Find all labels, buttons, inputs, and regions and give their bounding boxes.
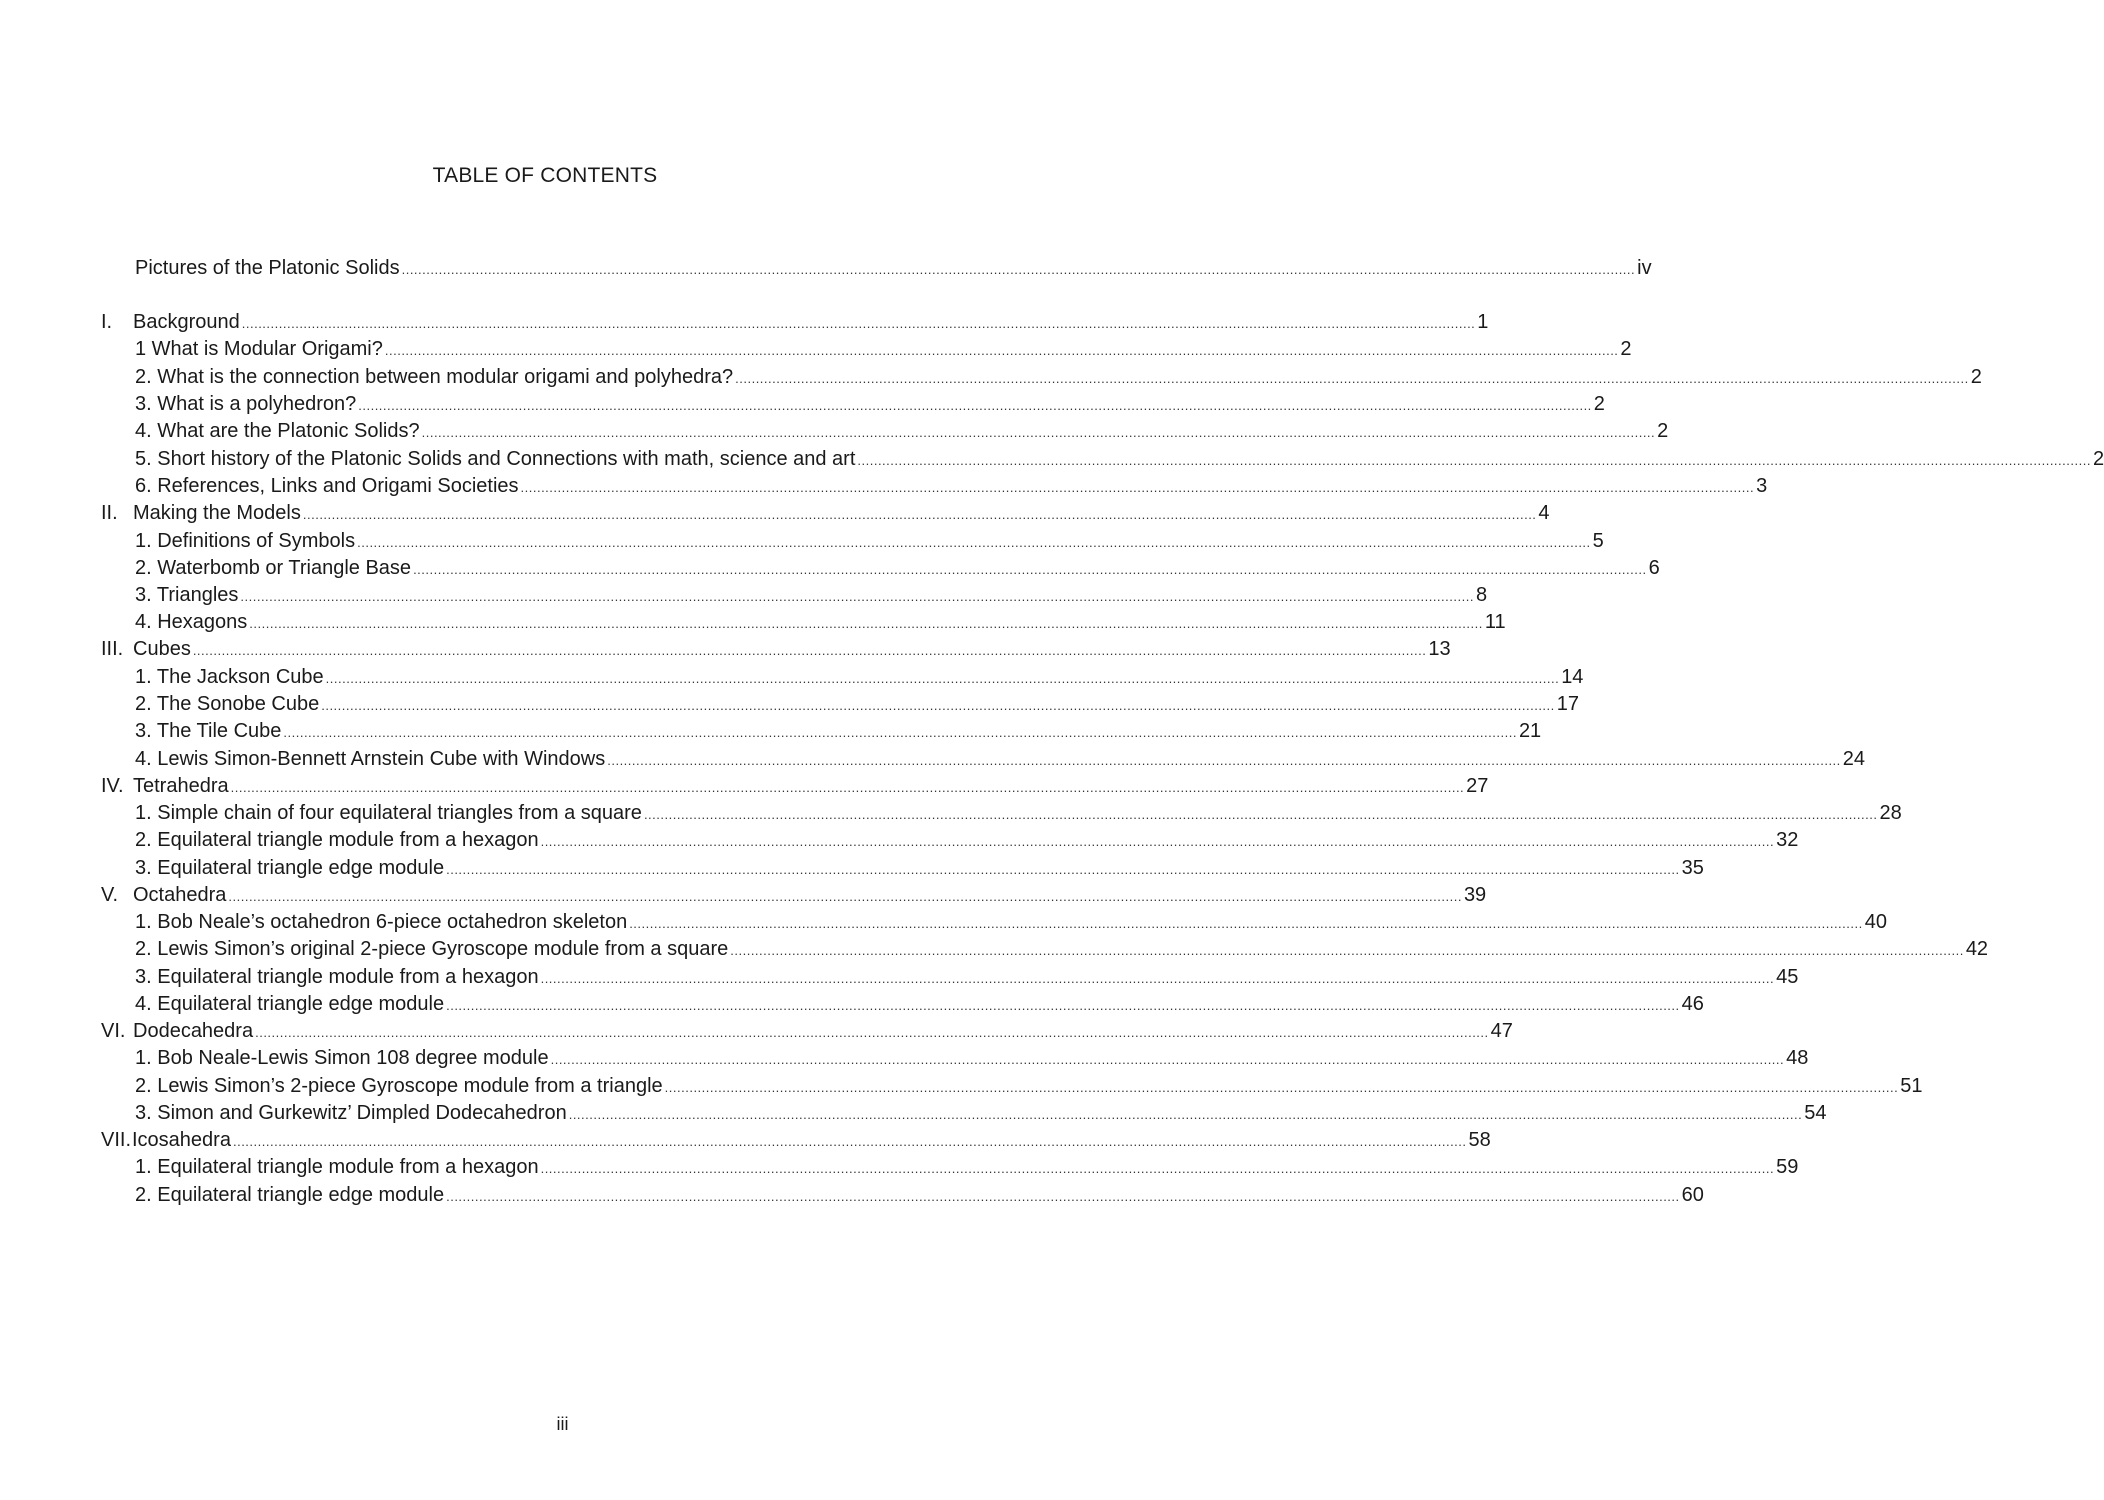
entry-page-number: 2 — [2092, 448, 2104, 470]
entry-title: 1. The Jackson Cube — [135, 666, 324, 688]
entry-page-number: 32 — [1776, 829, 1799, 851]
toc-entry-row — [0, 664, 1584, 691]
entry-page-number: 58 — [1468, 1129, 1491, 1151]
toc-entry-row — [0, 473, 1768, 500]
entry-title: Background — [133, 311, 240, 333]
dot-leader: ............................................................................................................................................................................................................................................................................................................ — [228, 889, 1462, 904]
toc-line — [135, 746, 1866, 774]
entry-title: 2. Equilateral triangle module from a hexagon — [135, 829, 539, 851]
entry-page-number: 4 — [1538, 502, 1550, 524]
toc-entry-row — [0, 964, 1799, 991]
dot-leader: ............................................................................................................................................................................................................................................................................................................ — [357, 535, 1591, 550]
toc-line — [135, 664, 1584, 692]
toc-entry-row — [0, 391, 1605, 418]
toc-line — [135, 991, 1704, 1019]
entry-title: 2. Lewis Simon’s 2-piece Gyroscope module from a triangle — [135, 1075, 663, 1097]
dot-leader: ............................................................................................................................................................................................................................................................................................................ — [240, 589, 1474, 604]
toc-section-row — [0, 1127, 1491, 1154]
dot-leader: ............................................................................................................................................................................................................................................................................................................ — [325, 671, 1560, 686]
toc-entry-row — [0, 1045, 1809, 1072]
toc-entry-row — [0, 555, 1660, 582]
toc-line — [135, 718, 1542, 746]
dot-leader: ............................................................................................................................................................................................................................................................................................................ — [421, 425, 1656, 440]
toc-section-row — [0, 500, 1550, 527]
dot-leader: ............................................................................................................................................................................................................................................................................................................ — [857, 453, 2091, 468]
dot-leader: ............................................................................................................................................................................................................................................................................................................ — [607, 753, 1841, 768]
toc-entry-row — [0, 936, 1989, 963]
dot-leader: ............................................................................................................................................................................................................................................................................................................ — [735, 371, 1969, 386]
section-numeral: II. — [101, 502, 118, 524]
toc-entry-row — [0, 364, 1982, 391]
toc-section-row — [0, 882, 1487, 909]
section-numeral: V. — [101, 884, 119, 906]
entry-title: 3. The Tile Cube — [135, 720, 282, 742]
entry-title: Pictures of the Platonic Solids — [135, 257, 400, 279]
entry-title: 4. Hexagons — [135, 611, 248, 633]
entry-page-number: 47 — [1490, 1020, 1513, 1042]
toc-line — [135, 1182, 1704, 1210]
dot-leader: ............................................................................................................................................................................................................................................................................................................ — [446, 862, 1680, 877]
dot-leader: ............................................................................................................................................................................................................................................................................................................ — [321, 698, 1555, 713]
entry-title: 1. Equilateral triangle module from a hexagon — [135, 1156, 539, 1178]
toc-line — [135, 691, 1580, 719]
toc-section-row — [0, 1018, 1513, 1045]
entry-title: 3. Equilateral triangle module from a hexagon — [135, 966, 539, 988]
dot-leader: ............................................................................................................................................................................................................................................................................................................ — [249, 616, 1483, 631]
toc-section-row — [0, 636, 1451, 663]
toc-line — [135, 964, 1799, 992]
page-number: iii — [556, 1414, 569, 1434]
entry-title: Making the Models — [133, 502, 301, 524]
toc-line — [135, 936, 1989, 964]
entry-page-number: 54 — [1804, 1102, 1827, 1124]
entry-page-number: 40 — [1864, 911, 1887, 933]
toc-entry-row — [0, 255, 1652, 282]
dot-leader: ............................................................................................................................................................................................................................................................................................................ — [446, 1189, 1680, 1204]
entry-page-number: 17 — [1556, 693, 1580, 715]
dot-leader: ............................................................................................................................................................................................................................................................................................................ — [568, 1107, 1803, 1122]
dot-leader: ............................................................................................................................................................................................................................................................................................................ — [730, 943, 1964, 958]
section-numeral: I. — [101, 311, 113, 333]
entry-page-number: 11 — [1484, 611, 1506, 633]
toc-line — [133, 309, 1489, 337]
toc-entry-row — [0, 528, 1604, 555]
dot-leader: ............................................................................................................................................................................................................................................................................................................ — [241, 316, 1476, 331]
toc-line — [133, 636, 1451, 664]
dot-leader: ............................................................................................................................................................................................................................................................................................................ — [255, 1025, 1489, 1040]
toc-entry-row — [0, 746, 1866, 773]
entry-page-number: 13 — [1428, 638, 1451, 660]
toc-line — [135, 855, 1704, 883]
toc-section-row — [0, 773, 1489, 800]
toc-line — [135, 418, 1669, 446]
entry-page-number: 6 — [1648, 557, 1660, 579]
dot-leader: ............................................................................................................................................................................................................................................................................................................ — [232, 1134, 1467, 1149]
dot-leader: ............................................................................................................................................................................................................................................................................................................ — [629, 916, 1863, 931]
entry-page-number: 60 — [1681, 1184, 1704, 1206]
entry-page-number: 2 — [1970, 366, 1982, 388]
entry-title: 2. Waterbomb or Triangle Base — [135, 557, 412, 579]
entry-title: 3. Triangles — [135, 584, 239, 606]
toc-line — [135, 1045, 1809, 1073]
dot-leader: ............................................................................................................................................................................................................................................................................................................ — [302, 507, 1537, 522]
entry-page-number: 27 — [1466, 775, 1489, 797]
entry-title: Icosahedra — [132, 1129, 231, 1151]
toc-line — [135, 364, 1982, 392]
entry-title: 1. Bob Neale’s octahedron 6-piece octahedron skeleton — [135, 911, 628, 933]
entry-page-number: 2 — [1620, 338, 1632, 360]
entry-title: 1 What is Modular Origami? — [135, 338, 383, 360]
entry-page-number: 8 — [1475, 584, 1488, 606]
entry-page-number: 39 — [1463, 884, 1487, 906]
entry-title: 1. Simple chain of four equilateral triangles from a square — [135, 802, 642, 824]
entry-title: 6. References, Links and Origami Societies — [135, 475, 519, 497]
dot-leader: ............................................................................................................................................................................................................................................................................................................ — [413, 562, 1647, 577]
section-numeral: VI. — [101, 1020, 126, 1042]
toc-entry-row — [0, 827, 1799, 854]
section-numeral: IV. — [101, 775, 124, 797]
entry-page-number: 24 — [1842, 748, 1866, 770]
section-numeral: VII. — [101, 1129, 132, 1151]
toc-line — [135, 1100, 1827, 1128]
entry-page-number: 35 — [1681, 857, 1704, 879]
entry-page-number: 2 — [1657, 420, 1669, 442]
toc-line — [133, 882, 1487, 910]
entry-page-number: 1 — [1477, 311, 1489, 333]
toc-line — [135, 1073, 1923, 1101]
toc-entry-row — [0, 609, 1506, 636]
toc-entry-row — [0, 1073, 1923, 1100]
entry-page-number: 21 — [1518, 720, 1542, 742]
dot-leader: ............................................................................................................................................................................................................................................................................................................ — [550, 1052, 1785, 1067]
entry-page-number: 3 — [1756, 475, 1768, 497]
toc-line — [135, 255, 1652, 283]
entry-page-number: 51 — [1900, 1075, 1923, 1097]
entry-page-number: 14 — [1561, 666, 1584, 688]
entry-page-number: 46 — [1681, 993, 1704, 1015]
entry-title: 4. What are the Platonic Solids? — [135, 420, 420, 442]
toc-entry-row — [0, 446, 2104, 473]
entry-page-number: 59 — [1776, 1156, 1799, 1178]
toc-line — [135, 391, 1605, 419]
toc-line — [135, 473, 1768, 501]
entry-title: Cubes — [133, 638, 191, 660]
entry-title: 2. Lewis Simon’s original 2-piece Gyroscope module from a square — [135, 938, 729, 960]
toc-entry-row — [0, 991, 1704, 1018]
entry-title: Dodecahedra — [133, 1020, 254, 1042]
entry-title: 2. The Sonobe Cube — [135, 693, 320, 715]
dot-leader: ............................................................................................................................................................................................................................................................................................................ — [446, 998, 1680, 1013]
page-title: TABLE OF CONTENTS — [432, 164, 658, 187]
dot-leader: ............................................................................................................................................................................................................................................................................................................ — [401, 262, 1636, 277]
entry-title: 1. Definitions of Symbols — [135, 530, 356, 552]
entry-title: 3. Equilateral triangle edge module — [135, 857, 445, 879]
entry-title: 4. Lewis Simon-Bennett Arnstein Cube with Windows — [135, 748, 606, 770]
toc-line — [135, 582, 1488, 610]
entry-title: 4. Equilateral triangle edge module — [135, 993, 445, 1015]
entry-page-number: 48 — [1786, 1047, 1809, 1069]
toc-line — [132, 1127, 1491, 1155]
toc-entry-row — [0, 1100, 1827, 1127]
entry-title: 3. Simon and Gurkewitz’ Dimpled Dodecahedron — [135, 1102, 567, 1124]
dot-leader: ............................................................................................................................................................................................................................................................................................................ — [643, 807, 1878, 822]
toc-line — [133, 773, 1489, 801]
dot-leader: ............................................................................................................................................................................................................................................................................................................ — [384, 343, 1619, 358]
toc-entry-row — [0, 718, 1542, 745]
toc-entry-row — [0, 909, 1887, 936]
dot-leader: ............................................................................................................................................................................................................................................................................................................ — [358, 398, 1592, 413]
entry-title: 1. Bob Neale-Lewis Simon 108 degree module — [135, 1047, 549, 1069]
toc-entry-row — [0, 1182, 1704, 1209]
toc-entry-row — [0, 1154, 1799, 1181]
toc-entry-row — [0, 418, 1669, 445]
section-numeral: III. — [101, 638, 124, 660]
dot-leader: ............................................................................................................................................................................................................................................................................................................ — [540, 971, 1775, 986]
toc-line — [135, 336, 1632, 364]
toc-entry-row — [0, 691, 1580, 718]
toc-line — [135, 446, 2104, 474]
toc-entry-row — [0, 855, 1704, 882]
entry-title: 2. What is the connection between modular origami and polyhedra? — [135, 366, 734, 388]
dot-leader: ............................................................................................................................................................................................................................................................................................................ — [664, 1080, 1899, 1095]
toc-line — [135, 909, 1887, 937]
toc-line — [135, 827, 1799, 855]
toc-line — [135, 1154, 1799, 1182]
toc-line — [135, 800, 1902, 828]
toc-line — [133, 1018, 1513, 1046]
entry-page-number: 45 — [1776, 966, 1799, 988]
toc-line — [135, 528, 1604, 556]
dot-leader: ............................................................................................................................................................................................................................................................................................................ — [540, 834, 1775, 849]
entry-page-number: 42 — [1965, 938, 1989, 960]
entry-page-number: iv — [1637, 257, 1652, 279]
entry-page-number: 5 — [1592, 530, 1604, 552]
dot-leader: ............................................................................................................................................................................................................................................................................................................ — [540, 1161, 1775, 1176]
entry-page-number: 2 — [1593, 393, 1605, 415]
toc-line — [133, 500, 1550, 528]
toc-line — [135, 555, 1660, 583]
toc-entry-row — [0, 582, 1488, 609]
entry-title: 2. Equilateral triangle edge module — [135, 1184, 445, 1206]
dot-leader: ............................................................................................................................................................................................................................................................................................................ — [283, 725, 1517, 740]
toc-line — [135, 609, 1506, 637]
dot-leader: ............................................................................................................................................................................................................................................................................................................ — [192, 643, 1427, 658]
toc-entry-row — [0, 336, 1632, 363]
entry-title: 3. What is a polyhedron? — [135, 393, 357, 415]
entry-title: Octahedra — [133, 884, 227, 906]
dot-leader: ............................................................................................................................................................................................................................................................................................................ — [230, 780, 1465, 795]
toc-entry-row — [0, 800, 1902, 827]
entry-page-number: 28 — [1879, 802, 1902, 824]
toc-section-row — [0, 309, 1489, 336]
dot-leader: ............................................................................................................................................................................................................................................................................................................ — [520, 480, 1755, 495]
entry-title: Tetrahedra — [133, 775, 229, 797]
entry-title: 5. Short history of the Platonic Solids and Connections with math, science and art — [135, 448, 856, 470]
